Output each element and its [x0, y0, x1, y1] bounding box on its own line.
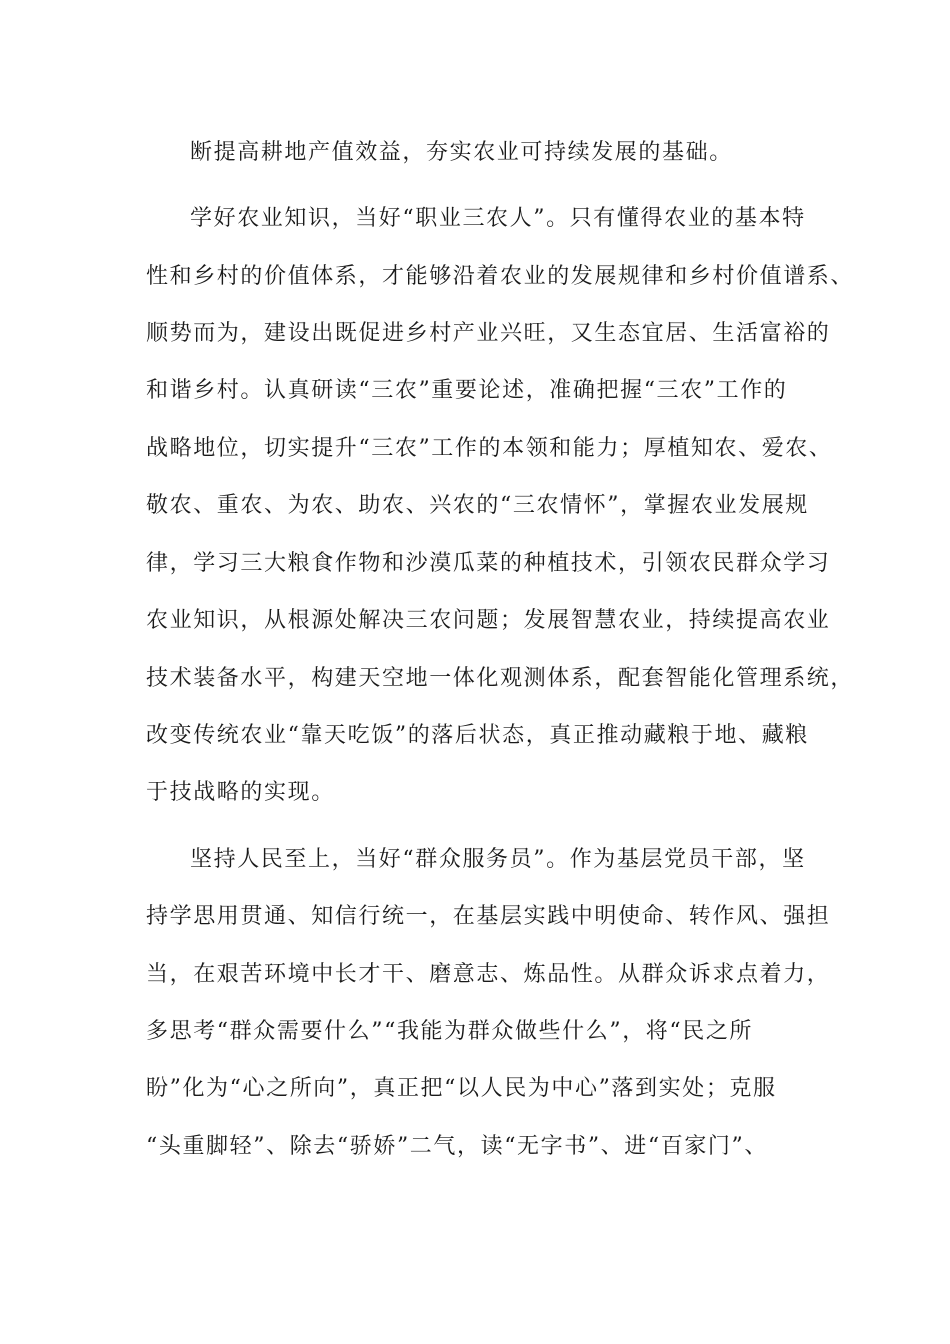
text-line: 技术装备水平，构建天空地一体化观测体系，配套智能化管理系统，: [146, 666, 855, 691]
text-line: 持学思用贯通、知信行统一，在基层实践中明使命、转作风、强担: [146, 904, 831, 929]
text-line: 当，在艰苦环境中长才干、磨意志、炼品性。从群众诉求点着力，: [146, 962, 831, 987]
text-line: 多思考“群众需要什么”“我能为群众做些什么”，将“民之所: [146, 1019, 754, 1044]
text-line: 盼”化为“心之所向”，真正把“以人民为中心”落到实处；克服: [146, 1076, 777, 1101]
text-line: 改变传统农业“靠天吃饭”的落后状态，真正推动藏粮于地、藏粮: [146, 723, 809, 748]
text-line: 性和乡村的价值体系，才能够沿着农业的发展规律和乡村价值谱系、: [146, 264, 855, 289]
text-line: 律，学习三大粮食作物和沙漠瓜菜的种植技术，引领农民群众学习: [146, 551, 831, 576]
text-line: 顺势而为，建设出既促进乡村产业兴旺，又生态宜居、生活富裕的: [146, 321, 831, 346]
text-line: 于技战略的实现。: [146, 780, 335, 805]
paragraph-heading-line: 坚持人民至上，当好“群众服务员”。作为基层党员干部，坚: [190, 847, 806, 872]
text-line: 断提高耕地产值效益，夯实农业可持续发展的基础。: [190, 140, 733, 165]
paragraph-heading-line: 学好农业知识，当好“职业三农人”。只有懂得农业的基本特: [190, 206, 806, 231]
text-line: 战略地位，切实提升“三农”工作的本领和能力；厚植知农、爱农、: [146, 436, 833, 461]
text-line: “头重脚轻”、除去“骄娇”二气，读“无字书”、进“百家门”、: [146, 1134, 768, 1159]
text-line: 农业知识，从根源处解决三农问题；发展智慧农业，持续提高农业: [146, 608, 831, 633]
text-line: 敬农、重农、为农、助农、兴农的“三农情怀”，掌握农业发展规: [146, 493, 809, 518]
text-line: 和谐乡村。认真研读“三农”重要论述，准确把握“三农”工作的: [146, 378, 788, 403]
